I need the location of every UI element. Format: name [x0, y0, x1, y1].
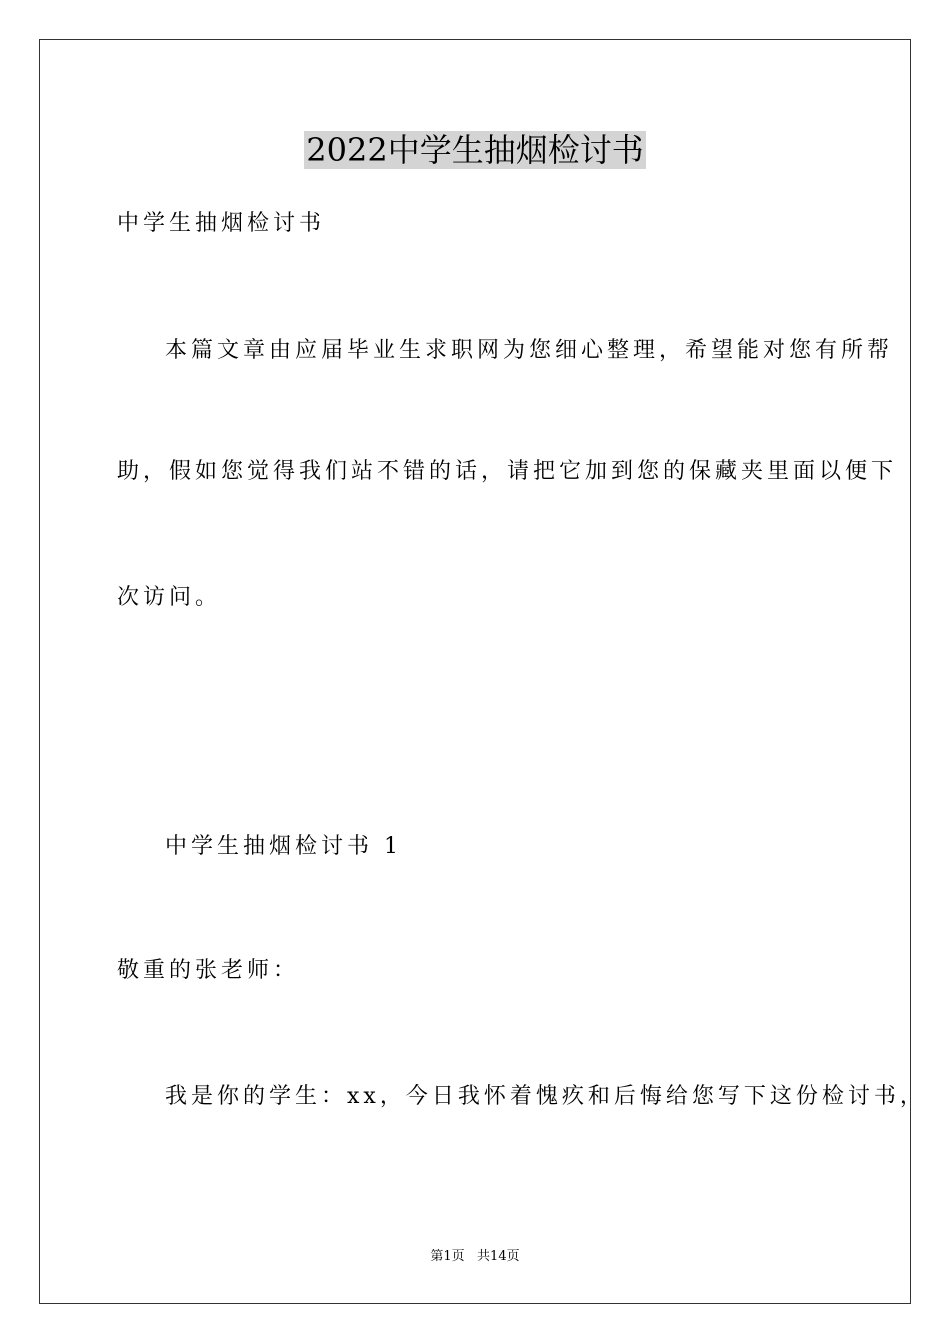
- page-footer: 第1页 共14页: [430, 1249, 520, 1264]
- paragraph-line-4: 我是你的学生：xx，今日我怀着愧疚和后悔给您写下这份检讨书，: [165, 1084, 926, 1109]
- document-title-text: 2022中学生抽烟检讨书: [306, 131, 644, 169]
- paragraph-line-3: 次访问。: [117, 585, 222, 610]
- section-heading: 中学生抽烟检讨书 1: [165, 834, 402, 859]
- document-subtitle: 中学生抽烟检讨书: [117, 211, 326, 236]
- salutation: 敬重的张老师：: [117, 958, 300, 983]
- paragraph-line-1: 本篇文章由应届毕业生求职网为您细心整理，希望能对您有所帮: [165, 338, 894, 363]
- document-title: [0, 130, 950, 170]
- paragraph-line-2: 助，假如您觉得我们站不错的话，请把它加到您的保藏夹里面以便下: [117, 459, 898, 484]
